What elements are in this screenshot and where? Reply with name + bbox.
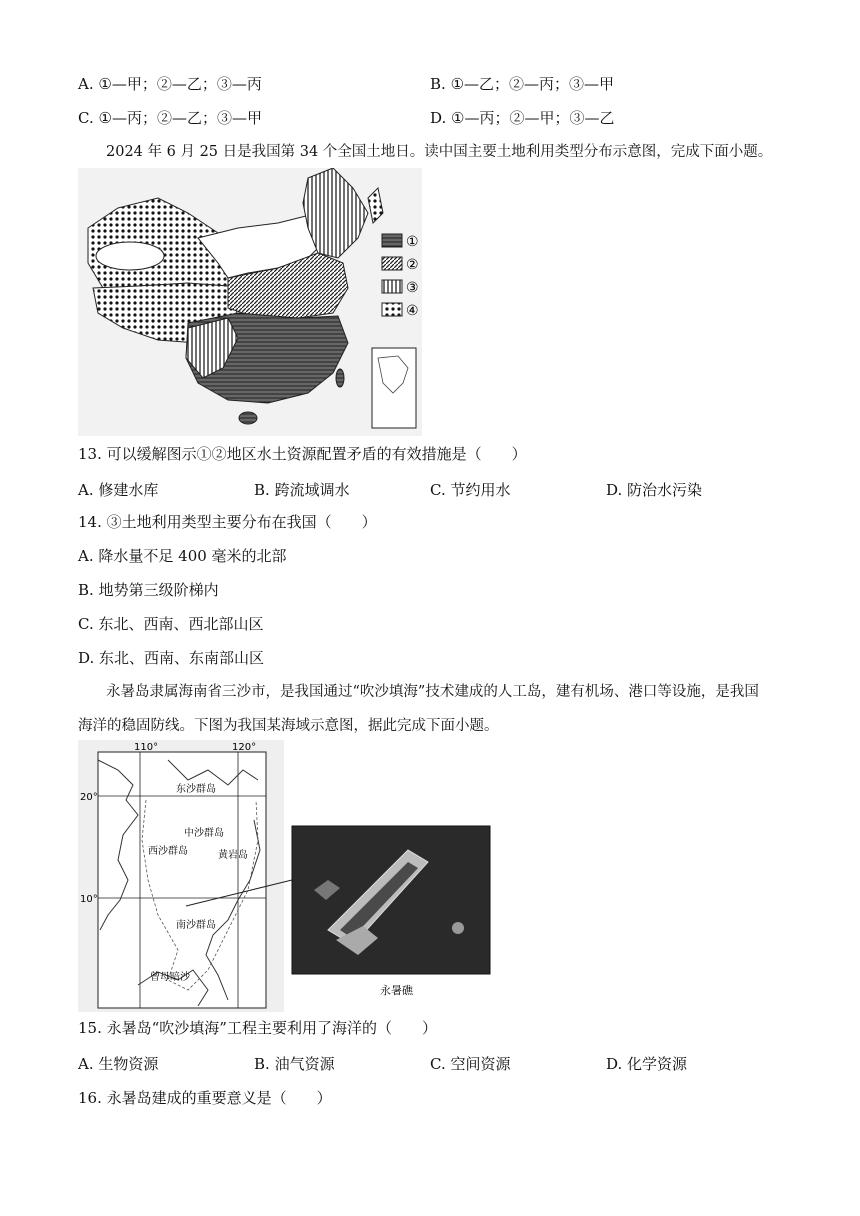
q16-stem: 16. 永暑岛建成的重要意义是（ ） bbox=[78, 1089, 332, 1107]
lat-label-20: 20° bbox=[80, 792, 98, 803]
label-dongsha: 东沙群岛 bbox=[176, 784, 216, 795]
q12-option-a: A. ①—甲；②—乙；③—丙 bbox=[78, 75, 262, 93]
q15-option-c: C. 空间资源 bbox=[430, 1055, 511, 1073]
q14-option-c: C. 东北、西南、西北部山区 bbox=[78, 615, 264, 633]
lat-label-10: 10° bbox=[80, 894, 98, 905]
q15-stem: 15. 永暑岛“吹沙填海”工程主要利用了海洋的（ ） bbox=[78, 1019, 437, 1037]
legend-2: ② bbox=[406, 257, 419, 273]
intro-yongshu-line2: 海洋的稳固防线。下图为我国某海域示意图，据此完成下面小题。 bbox=[78, 718, 499, 734]
q13-option-d: D. 防治水污染 bbox=[606, 481, 703, 499]
q13-option-b: B. 跨流域调水 bbox=[254, 481, 350, 499]
intro-yongshu-line1: 永暑岛隶属海南省三沙市，是我国通过“吹沙填海”技术建成的人工岛，建有机场、港口等设施，是我国 bbox=[106, 684, 759, 700]
label-zengmu: 曾母暗沙 bbox=[150, 972, 190, 983]
yongshu-reef-photo bbox=[292, 826, 490, 974]
china-land-use-map bbox=[78, 168, 422, 436]
south-china-sea-map bbox=[78, 740, 498, 1018]
q13-option-a: A. 修建水库 bbox=[78, 481, 159, 499]
q13-option-c: C. 节约用水 bbox=[430, 481, 511, 499]
legend-4: ④ bbox=[406, 303, 419, 319]
lon-label-120: 120° bbox=[232, 742, 257, 753]
q12-option-b: B. ①—乙；②—丙；③—甲 bbox=[430, 75, 615, 93]
q15-option-d: D. 化学资源 bbox=[606, 1055, 688, 1073]
label-nansha: 南沙群岛 bbox=[176, 920, 216, 931]
q15-option-b: B. 油气资源 bbox=[254, 1055, 335, 1073]
lon-label-110: 110° bbox=[134, 742, 159, 753]
q14-option-b: B. 地势第三级阶梯内 bbox=[78, 581, 219, 599]
q14-option-d: D. 东北、西南、东南部山区 bbox=[78, 649, 265, 667]
photo-caption: 永暑礁 bbox=[380, 984, 413, 997]
q12-option-d: D. ①—丙；②—甲；③—乙 bbox=[430, 109, 615, 127]
q14-option-a: A. 降水量不足 400 毫米的北部 bbox=[78, 547, 287, 565]
q12-option-c: C. ①—丙；②—乙；③—甲 bbox=[78, 109, 262, 127]
q13-stem: 13. 可以缓解图示①②地区水土资源配置矛盾的有效措施是（ ） bbox=[78, 445, 527, 463]
legend-3: ③ bbox=[406, 280, 419, 296]
label-huangyan: 黄岩岛 bbox=[218, 850, 248, 861]
legend-1: ① bbox=[406, 234, 419, 250]
intro-land-day: 2024 年 6 月 25 日是我国第 34 个全国土地日。读中国主要土地利用类型分布示意图，完成下面小题。 bbox=[106, 144, 773, 160]
label-xisha: 西沙群岛 bbox=[148, 846, 188, 857]
q14-stem: 14. ③土地利用类型主要分布在我国（ ） bbox=[78, 513, 377, 531]
label-zhongsha: 中沙群岛 bbox=[184, 828, 224, 839]
q15-option-a: A. 生物资源 bbox=[78, 1055, 159, 1073]
